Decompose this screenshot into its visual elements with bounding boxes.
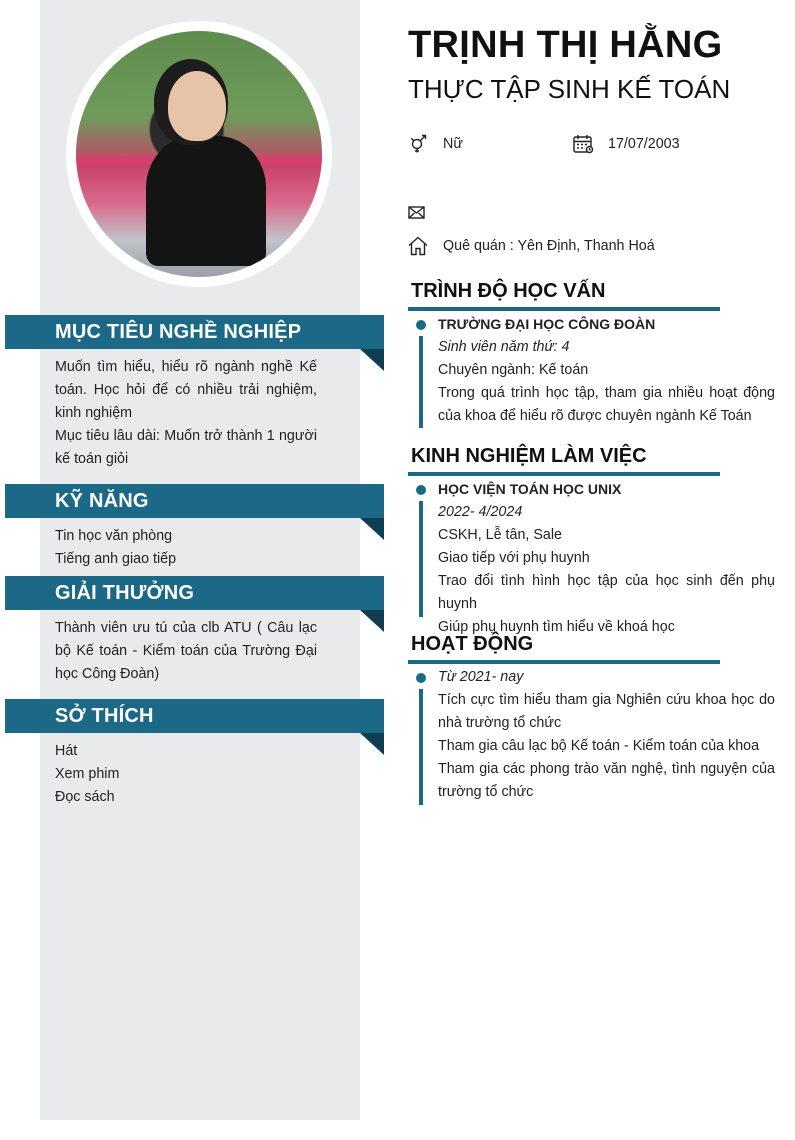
mail-icon [408, 203, 430, 223]
skill-item: Tiếng anh giao tiếp [55, 551, 177, 567]
awards-heading: GIẢI THƯỞNG [5, 576, 384, 610]
objective-line: Mục tiêu lâu dài: Muốn trở thành 1 người kế toán giỏi [55, 428, 317, 467]
awards-list [55, 617, 317, 686]
skill-item: Tin học văn phòng [55, 528, 173, 544]
objective-heading: MỤC TIÊU NGHỀ NGHIỆP [5, 315, 384, 349]
bullet-dot [416, 320, 426, 330]
timeline-bar [419, 689, 423, 805]
education-line: Trong quá trình học tập, tham gia nhiều hoạt động của khoa để hiểu rõ được chuyên ngành Kế Toán [438, 385, 775, 424]
hobby-item: Đọc sách [55, 789, 115, 805]
award-item: Thành viên ưu tú của clb ATU ( Câu lạc bộ Kế toán - Kiểm toán của Trường Đại học Công Đoàn) [55, 620, 317, 682]
candidate-name: TRỊNH THỊ HẰNG [408, 24, 723, 66]
experience-line: Giao tiếp với phụ huynh [438, 550, 590, 566]
objective-line: Muốn tìm hiểu, hiểu rõ ngành nghề Kế toán. Học hỏi để có nhiều trải nghiệm, kinh nghiệm [55, 359, 317, 421]
timeline-bar [419, 336, 423, 428]
experience-entry [438, 478, 775, 639]
gender-value: Nữ [443, 136, 463, 152]
experience-heading: KINH NGHIỆM LÀM VIỆC [411, 445, 647, 467]
skills-list [55, 525, 317, 571]
ribbon-fold [360, 610, 384, 632]
hobby-item: Xem phim [55, 766, 120, 782]
ribbon-fold [360, 518, 384, 540]
hobbies-heading: SỞ THÍCH [5, 699, 384, 733]
education-org: TRƯỜNG ĐẠI HỌC CÔNG ĐOÀN [438, 316, 656, 332]
section-divider [408, 472, 720, 476]
education-period: Sinh viên năm thứ: 4 [438, 339, 570, 355]
hobby-item: Hát [55, 743, 78, 759]
education-line: Chuyên ngành: Kế toán [438, 362, 589, 378]
bullet-dot [416, 485, 426, 495]
experience-org: HỌC VIỆN TOÁN HỌC UNIX [438, 481, 622, 497]
avatar [76, 31, 322, 277]
home-icon [408, 236, 430, 256]
skills-heading: KỸ NĂNG [5, 484, 384, 518]
calendar-icon [573, 134, 595, 154]
education-entry [438, 313, 775, 428]
activities-line: Tham gia các phong trào văn nghệ, tình nguyện của trường tổ chức [438, 761, 775, 800]
activities-entry [438, 666, 775, 804]
hometown-value: Quê quán : Yên Định, Thanh Hoá [443, 238, 655, 254]
ribbon-fold [360, 733, 384, 755]
ribbon-fold [360, 349, 384, 371]
activities-line: Tham gia câu lạc bộ Kế toán - Kiểm toán của khoa [438, 738, 760, 754]
experience-line: Giúp phụ huynh tìm hiểu về khoá học [438, 619, 675, 635]
activities-period: Từ 2021- nay [438, 669, 524, 685]
objective-text [55, 356, 317, 471]
activities-heading: HOẠT ĐỘNG [411, 633, 534, 655]
hobbies-list [55, 740, 317, 809]
candidate-role: THỰC TẬP SINH KẾ TOÁN [408, 74, 731, 104]
education-heading: TRÌNH ĐỘ HỌC VẤN [411, 280, 606, 302]
timeline-bar [419, 501, 423, 617]
section-divider [408, 307, 720, 311]
birthdate-value: 17/07/2003 [608, 136, 680, 152]
experience-line: CSKH, Lễ tân, Sale [438, 527, 562, 543]
section-divider [408, 660, 720, 664]
gender-icon [408, 134, 430, 154]
experience-period: 2022- 4/2024 [438, 504, 523, 520]
experience-line: Trao đổi tình hình học tập của học sinh đến phụ huynh [438, 573, 775, 612]
bullet-dot [416, 673, 426, 683]
activities-line: Tích cực tìm hiểu tham gia Nghiên cứu khoa học do nhà trường tổ chức [438, 692, 775, 731]
